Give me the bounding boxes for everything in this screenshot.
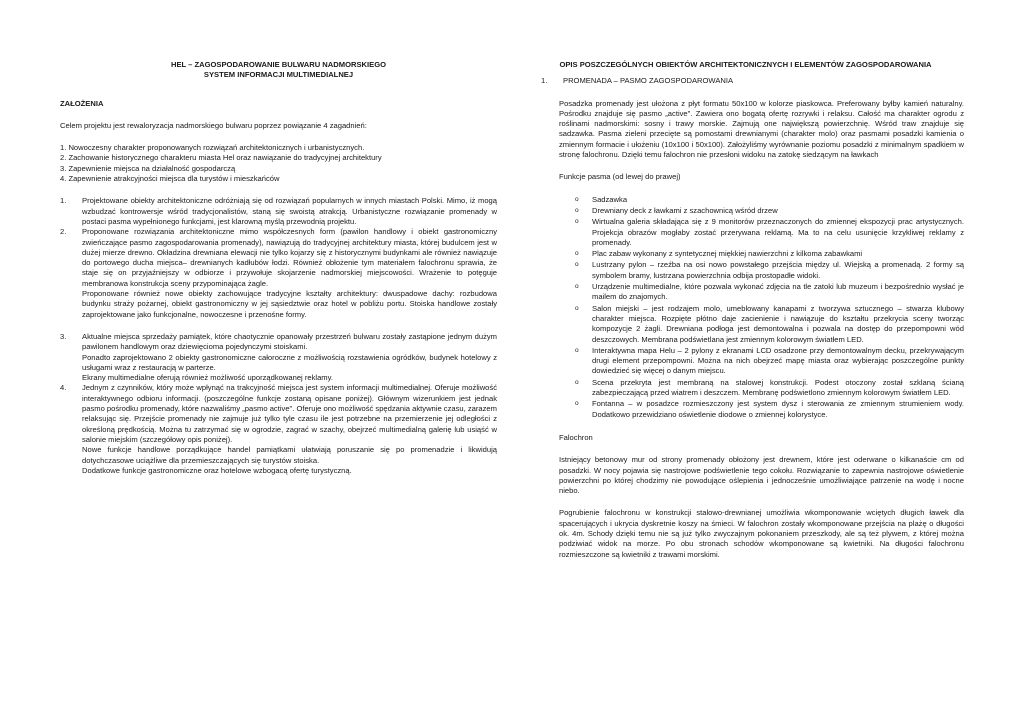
- list-item: o Plac zabaw wykonany z syntetycznej miękkiej nawierzchni z kilkoma zabawkami: [575, 249, 863, 259]
- breakwater-paragraph: Istniejący betonowy mur od strony promenady obłożony jest drewnem, które jest oderwane o kilkanaście cm od posadzki. W nocy pojawia się nastrojowe podświetlenie tego cokołu. Rozwiązanie to zapewnia nastrojowe oświetlenie powierzchni po której chodzimy nie powodujące oślepienia i jednocześnie umożliwiające patrzenie na wodę i nocne niebo.: [559, 455, 964, 496]
- goal-item: 3. Zapewnienie miejsca na działalność gospodarczą: [60, 163, 236, 173]
- list-item-text: Nowe funkcje handlowe porządkujące handel pamiątkami ułatwiają poruszanie się po promenadzie i likwidują dotychczasowe uciążliwe dla przemieszczających się turystów stoiska.: [82, 445, 497, 465]
- goal-item: 2. Zachowanie historycznego charakteru miasta Hel oraz nawiązanie do tradycyjnej architektury: [60, 153, 382, 163]
- list-item: 1. Projektowane obiekty architektoniczne odróżniają się od rozwiązań popularnych w innych miastach Polski. Mimo, iż mogą wzbudzać kontrowersje wśród tradycjonalistów, staną się swoistą atrakcją. Urbanistyczne rozwiązanie promenady w postaci pasma wypełnionego funkcjami, jest klarowną myślą przewodnią projektu.: [60, 196, 497, 226]
- document-subtitle: SYSTEM INFORMACJI MULTIMEDIALNEJ: [203, 70, 354, 80]
- list-item: 3. Aktualne miejsca sprzedaży pamiątek, które chaotycznie opanowały przestrzeń bulwaru zostały zastąpione jednym dużym pawilonem handlowym oraz dziewięcioma pojedynczymi stoiskami. Ponadto zaprojektowano 2 obiekty gastronomiczne całoroczne z możliwością rozstawienia ogródków, budynek hotelowy z usługami wraz z restauracją w parterze. Ekrany multimedialne oferują również możliwość uporządkowanej reklamy.: [60, 331, 497, 383]
- list-item: o Urządzenie multimedialne, które pozwala wykonać zdjęcia na tle zatoki lub muzeum i bezpośrednio wysłać je mailem do znajomych.: [575, 282, 964, 302]
- bullet-icon: o: [575, 250, 579, 258]
- right-column: [527, 60, 964, 560]
- assumptions-heading: ZAŁOŻENIA: [60, 98, 104, 108]
- functions-list: [575, 195, 964, 420]
- goal-item: 4. Zapewnienie atrakcyjności miejsca dla turystów i mieszkańców: [60, 174, 280, 184]
- list-item: o Drewniany deck z ławkami z szachownicą wśród drzew: [575, 205, 778, 215]
- list-item: o Fontanna – w posadzce rozmieszczony jest system dysz i sterowania ze zmiennym strumieniem wody. Dodatkowo przewidziano oświetlenie diodowe o zmiennej kolorystyce.: [575, 399, 964, 419]
- list-item-text: Ponadto zaprojektowano 2 obiekty gastronomiczne całoroczne z możliwością rozstawienia ogródków, budynek hotelowy z usługami wraz z restauracją w parterze.: [82, 352, 497, 372]
- section-title: PROMENADA – PASMO ZAGOSPODAROWANIA: [563, 76, 734, 86]
- functions-heading: Funkcje pasma (od lewej do prawej): [559, 172, 681, 182]
- list-item-text: Dodatkowe funkcje gastronomiczne oraz hotelowe wzbogacą ofertę turystyczną.: [82, 465, 352, 475]
- list-item-text: Projektowane obiekty architektoniczne odróżniają się od rozwiązań popularnych w innych miastach Polski. Mimo, iż mogą wzbudzać kontrowersje wśród tradycjonalistów, staną się swoistą atrakcją. Urbanistyczne rozwiązanie promenady w postaci pasma wypełnionego funkcjami, jest klarowną myślą przewodnią projektu.: [82, 196, 497, 226]
- list-item-text: Aktualne miejsca sprzedaży pamiątek, które chaotycznie opanowały przestrzeń bulwaru zostały zastąpione jednym dużym pawilonem handlowym oraz dziewięcioma pojedynczymi stoiskami.: [82, 331, 497, 352]
- list-item-text: Ekrany multimedialne oferują również możliwość uporządkowanej reklamy.: [82, 373, 333, 383]
- bullet-icon: o: [575, 304, 579, 312]
- bullet-icon: o: [575, 400, 579, 408]
- list-item: o Wirtualna galeria składająca się z 9 monitorów przeznaczonych do zmiennej ekspozycji prac artystycznych. Projekcja obrazów mogłaby zostać przerywana reklamą. Ma to na celu usunięcie krzykliwej reklamy z promenady.: [575, 217, 964, 247]
- list-item: 2. Proponowane rozwiązania architektoniczne mimo współczesnych form (pawilon handlowy i obiekt gastronomiczny zwieńczające pasmo zagospodarowania promenady), nawiązują do tradycyjnej architektury miasta, której budulcem jest w dużej mierze drewno. Okładzina drewniana elewacji nie tylko kojarzy się z historycznymi budynkami ale również nawiązuje do portowego ducha miejsca– drewnianych kadłubów łodzi. Również obłożenie tym materiałem falochronu sprawia, że staje się on przyjaźniejszy w odbiorze i przywołuje skojarzenie nadmorskiej miejscowości. Wrażenie to potęguje membranowa konstrukcja sceny przypominająca żagle. Proponowane również nowe obiekty zachowujące tradycyjne kształty architektury: dwuspadowe dachy: rozbudowa budynku straży pożarnej, obiekt gastronomiczny w jej sąsiedztwie oraz hotel w pobliżu portu. Stoiska handlowe zostały zaprojektowane jako funkcjonalne, nowoczesne i przenośne formy.: [60, 227, 497, 319]
- list-item: o Interaktywna mapa Helu – 2 pylony z ekranami LCD osadzone przy demontowalnym decku, przekrywającym drugi element przepompowni. Można na nich obejrzeć mapę miasta oraz wybierając poszczególne punkty dowiedzieć się więcej o danym miejscu.: [575, 345, 964, 376]
- section-list: [541, 76, 964, 86]
- breakwater-paragraph: Pogrubienie falochronu w konstrukcji stalowo-drewnianej umożliwia wkomponowanie wciętych długich ławek dla spacerujących i ukrycia dyskretnie koszy na śmieci. W falochron zostały wkomponowane przejścia na plażę o długości ok. 4m. Schody dzięki temu nie są już tylko zwyczajnym pokonaniem przeszkody, ale są też plywem, z której można podziwiać widok na morze. Po obu stronach schodów wkomponowane są kwietniki. Na długości falochronu rozmieszczone są kwietniki z trawami morskimi.: [559, 508, 964, 559]
- list-item: 1. PROMENADA – PASMO ZAGOSPODAROWANIA: [541, 76, 964, 86]
- bullet-icon: o: [575, 346, 579, 354]
- section-main-title: OPIS POSZCZEGÓLNYCH OBIEKTÓW ARCHITEKTONICZNYCH I ELEMENTÓW ZAGOSPODAROWANIA: [559, 60, 932, 69]
- bullet-icon: o: [575, 378, 579, 386]
- list-item: o Sadzawka: [575, 194, 628, 204]
- breakwater-heading: Falochron: [559, 432, 593, 442]
- list-item-text: Proponowane również nowe obiekty zachowujące tradycyjne kształty architektury: dwuspadowe dachy: rozbudowa budynku straży pożarnej, obiekt gastronomiczny w jej sąsiedztwie oraz hotel w pobliżu portu. Stoiska handlowe zostały zaprojektowane jako funkcjonalne, nowoczesne i przenośne formy.: [82, 289, 497, 319]
- promenade-description: Posadzka promenady jest ułożona z płyt formatu 50x100 w kolorze piaskowca. Preferowany byłby kamień naturalny. Pośrodku znajduje się pasmo „active". Zawiera ono bogatą ofertę rozrywki i relaksu. Całość ma charakter ogrodu z roślinami nadmorskimi: sosny i trawy morskie. Zajmują one największą powierzchnię. Wśród traw znajduje się sadzawka. Pasma zieleni przecięte są pomostami drewnianymi (charakter molo) oraz pasmami posadzki kamienia o zmiennym formacie i ułożeniu (10x100 i 50x100). Założyliśmy wyrównanie poziomu posadzki z minimalnym spadkiem w stronę falochronu. Dzięki temu falochron nie przesłoni widoku na zatokę siedzącym na ławkach: [559, 98, 964, 160]
- bullet-icon: o: [575, 195, 579, 203]
- list-item: o Salon miejski – jest rodzajem molo, umeblowany kanapami z tworzywa sztucznego – stwarza klubowy charakter miejsca. Rozpięte płótno daje zacienienie i nawiązuje do kształtu przekrycia sceny tworząc kompozycje 2 żagli. Drewniana podłoga jest demontowalna i pozwala na dostęp do przepompowni wód deszczowych. Membrana podświetlana jest zmiennym kolorowym światłem LED.: [575, 303, 964, 344]
- list-item-text: Proponowane rozwiązania architektoniczne mimo współczesnych form (pawilon handlowy i obiekt gastronomiczny zwieńczające pasmo zagospodarowania promenady), nawiązują do tradycyjnej architektury miasta, której budulcem jest w dużej mierze drewno. Okładzina drewniana elewacji nie tylko kojarzy się z historycznymi budynkami ale również nawiązuje do portowego ducha miejsca– drewnianych kadłubów łodzi. Również obłożenie tym materiałem falochronu sprawia, że staje się on przyjaźniejszy w odbiorze i przywołuje skojarzenie nadmorskiej miejscowości. Wrażenie to potęguje membranowa konstrukcja sceny przypominająca żagle.: [82, 227, 497, 288]
- assumptions-list: [60, 196, 497, 476]
- goal-item: 1. Nowoczesny charakter proponowanych rozwiązań architektonicznych i urbanistycznych.: [60, 143, 365, 153]
- bullet-icon: o: [575, 206, 579, 214]
- bullet-icon: o: [575, 283, 579, 291]
- document-title: HEL – ZAGOSPODAROWANIE BULWARU NADMORSKIEGO: [170, 60, 387, 69]
- list-item-text: Jednym z czynników, który może wpłynąć na trakcyjność miejsca jest system informacji multimedialnej. Oferuje możliwość interaktywnego odbioru informacji. (poszczególne funkcje zostaną opisane poniżej). Głównym wizerunkiem jest jednak pasmo pośrodku promenady, które nazwaliśmy „pasmo active". Oferuje ono możliwość spędzania aktywnie czasu, zarazem relaksując się. Przejście promenady nie zajmuje już tylko tyle czasu ile jest potrzebne na przemierzenie jej odległości z określoną prędkością. Można tu zatrzymać się w ogrodzie, zagrać w szachy, obejrzeć multimedialną galerię lub usiąść w salonie miejskim (szczegółowy opis poniżej).: [82, 383, 497, 444]
- bullet-icon: o: [575, 218, 579, 226]
- list-item: o Lustrzany pylon – rzeźba na osi nowo powstałego przejścia między ul. Wiejską a promenadą. 2 formy są symbolem bramy, lustrzana powierzchnia odbija prostopadłe widoki.: [575, 260, 964, 280]
- list-item: 4. Jednym z czynników, który może wpłynąć na trakcyjność miejsca jest system informacji multimedialnej. Oferuje możliwość interaktywnego odbioru informacji. (poszczególne funkcje zostaną opisane poniżej). Głównym wizerunkiem jest jednak pasmo pośrodku promenady, które nazwaliśmy „pasmo active". Oferuje ono możliwość spędzania aktywnie czasu, zarazem relaksując się. Przejście promenady nie zajmuje już tylko tyle czasu ile jest potrzebne na przemierzenie jej odległości z określoną prędkością. Można tu zatrzymać się w ogrodzie, zagrać w szachy, obejrzeć multimedialną galerię lub usiąść w salonie miejskim (szczegółowy opis poniżej). Nowe funkcje handlowe porządkujące handel pamiątkami ułatwiają poruszanie się po promenadzie i likwidują dotychczasowe uciążliwe dla przemieszczających się turystów stoiska. Dodatkowe funkcje gastronomiczne oraz hotelowe wzbogacą ofertę turystyczną.: [60, 383, 497, 475]
- list-item: o Scena przekryta jest membraną na stalowej konstrukcji. Podest otoczony został szklaną ścianą zabezpieczającą przed wiatrem i deszczem. Membranę podświetlono zmiennym kolorowym światłem LED.: [575, 377, 964, 398]
- intro-paragraph: Celem projektu jest rewaloryzacja nadmorskiego bulwaru poprzez powiązanie 4 zagadnień:: [60, 120, 367, 130]
- left-column: [60, 60, 497, 476]
- bullet-icon: o: [575, 261, 579, 269]
